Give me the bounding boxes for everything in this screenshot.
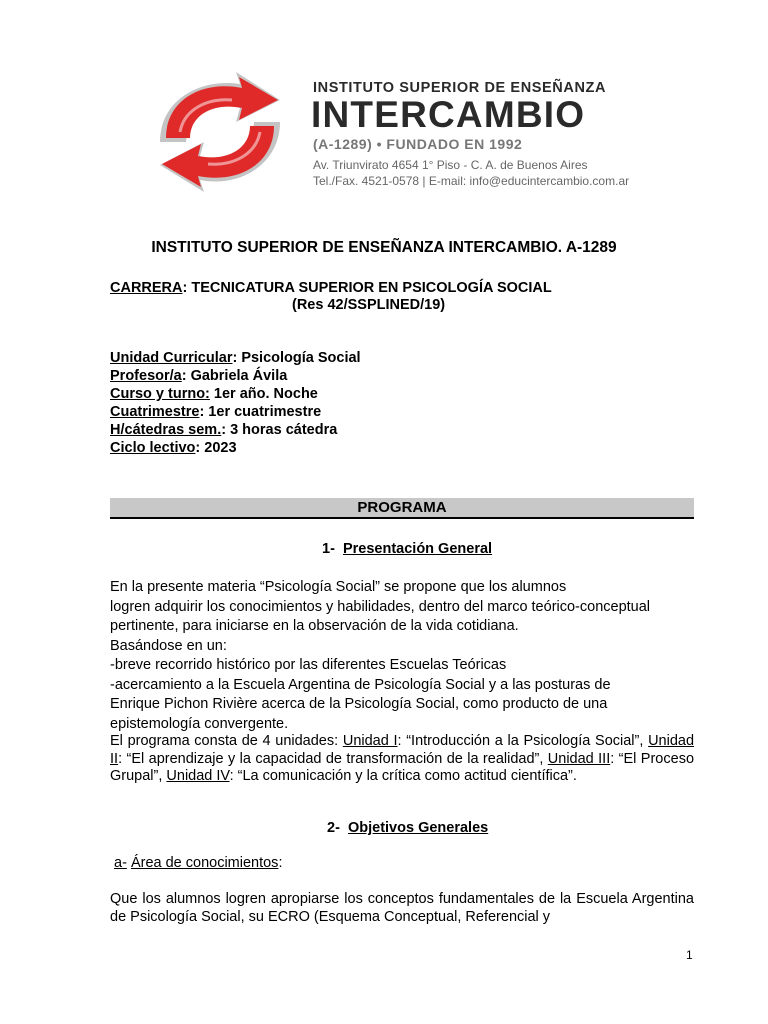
info-label: Cuatrimestre: [110, 404, 200, 420]
page-number: 1: [686, 948, 693, 962]
logo-institute-name: INSTITUTO SUPERIOR DE ENSEÑANZA: [313, 80, 607, 96]
text-line: epistemología convergente.: [110, 715, 289, 732]
info-row: [110, 349, 361, 367]
unit-1-text: : “Introducción a la Psicología Social”,: [397, 733, 649, 749]
info-value: : 3 horas cátedra: [221, 422, 338, 438]
units-paragraph: [110, 733, 694, 786]
text-line: logren adquirir los conocimientos y habilidades, dentro del marco teórico-conceptual: [110, 598, 651, 615]
info-label: Ciclo lectivo: [110, 440, 196, 456]
objective-paragraph: Que los alumnos logren apropiarse los conceptos fundamentales de la Escuela Argentina de Psicología Social, su ECRO (Esquema Conceptual, Referencial y: [110, 891, 694, 925]
area-suffix: :: [278, 855, 283, 871]
unit-3-text: : “El Proceso Grupal”,: [110, 750, 695, 784]
info-label: Profesor/a: [110, 368, 182, 384]
info-row: [110, 421, 361, 439]
section-number: 2-: [327, 820, 340, 836]
programa-heading: PROGRAMA: [110, 498, 694, 519]
section-title: Presentación General: [342, 541, 493, 557]
section-2-heading: [327, 820, 488, 836]
text-line: Enrique Pichon Rivière acerca de la Psicología Social, como producto de una: [110, 696, 608, 712]
text-line: En la presente materia “Psicología Social” se propone que los alumnos: [110, 579, 567, 595]
area-heading: [114, 855, 282, 871]
info-value: : Psicología Social: [232, 350, 361, 366]
unit-2-text: : “El aprendizaje y la capacidad de transformación de la realidad”,: [118, 750, 548, 767]
text-line: pertinente, para iniciarse en la observación de la vida cotidiana.: [110, 618, 519, 634]
info-value: : 1er cuatrimestre: [199, 404, 322, 420]
info-row: [110, 385, 361, 403]
info-value: : 2023: [195, 440, 237, 456]
info-label: Unidad Curricular: [110, 350, 233, 366]
text-line: -breve recorrido histórico por las diferentes Escuelas Teóricas: [110, 657, 507, 673]
info-label: Curso y turno:: [110, 386, 210, 402]
section-1-heading: [322, 541, 492, 557]
logo-contact: Tel./Fax. 4521-0578 | E-mail: info@educintercambio.com.ar: [313, 174, 630, 188]
info-value: : Gabriela Ávila: [181, 368, 288, 384]
area-label: Área de conocimientos: [130, 855, 279, 871]
institute-logo-icon: [140, 70, 300, 195]
carrera-value: : TECNICATURA SUPERIOR EN PSICOLOGÍA SOCIAL: [182, 280, 552, 296]
carrera-label: CARRERA: [110, 280, 183, 296]
course-info: [110, 349, 361, 457]
info-row: [110, 439, 361, 457]
info-label: H/cátedras sem.: [110, 422, 222, 438]
section-title: Objetivos Generales: [347, 820, 489, 836]
unit-1-label: Unidad I: [342, 733, 398, 749]
logo-brand-name: INTERCAMBIO: [311, 94, 586, 135]
logo-address: Av. Triunvirato 4654 1° Piso - C. A. de Buenos Aires: [313, 158, 588, 172]
unit-4-label: Unidad IV: [166, 768, 230, 784]
text-line: -acercamiento a la Escuela Argentina de Psicología Social y a las posturas de: [110, 676, 611, 693]
info-row: [110, 403, 361, 421]
unit-3-label: Unidad III: [547, 750, 611, 767]
units-lead: El programa consta de 4 unidades:: [110, 733, 343, 749]
logo-founded: (A-1289) • FUNDADO EN 1992: [313, 136, 523, 152]
document-title: INSTITUTO SUPERIOR DE ENSEÑANZA INTERCAMBIO. A-1289: [151, 239, 617, 256]
info-row: [110, 367, 361, 385]
text-line: Basándose en un:: [110, 637, 227, 654]
unit-2-label: Unidad II: [110, 733, 695, 767]
area-prefix: a-: [114, 855, 127, 871]
section-number: 1-: [322, 541, 335, 557]
unit-4-text: : “La comunicación y la crítica como actitud científica”.: [229, 768, 577, 784]
resolution: (Res 42/SSPLINED/19): [292, 297, 446, 313]
carrera-line: [110, 280, 552, 296]
info-value: 1er año. Noche: [209, 386, 318, 402]
intro-paragraph: [110, 578, 694, 734]
